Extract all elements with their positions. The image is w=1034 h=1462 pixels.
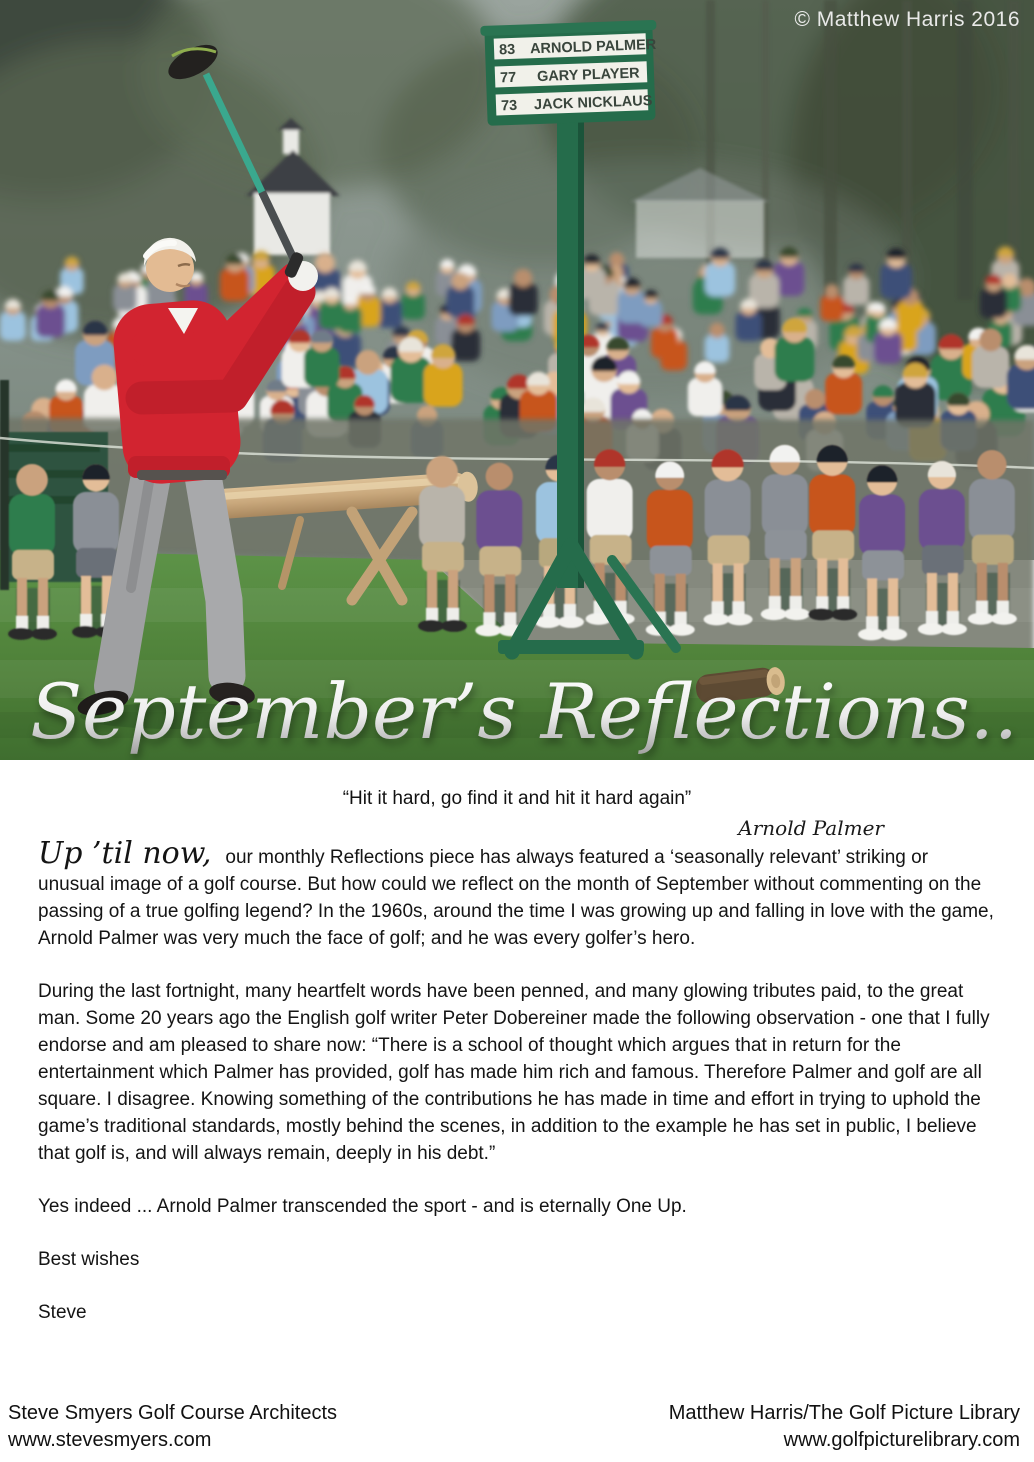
paragraph-3: Yes indeed ... Arnold Palmer transcended the sport - and is eternally One Up.: [38, 1196, 687, 1217]
photo-copyright: © Matthew Harris 2016: [794, 8, 1020, 31]
signature: Steve: [38, 1302, 87, 1323]
scoreboard: [480, 20, 659, 126]
footer-right-name: Matthew Harris/The Golf Picture Library: [668, 1402, 1020, 1424]
scoreboard-name-3: JACK NICKLAUS: [533, 93, 653, 114]
footer-right-url[interactable]: www.golfpicturelibrary.com: [783, 1429, 1020, 1451]
footer-left-url[interactable]: www.stevesmyers.com: [8, 1429, 212, 1451]
scoreboard-name-1: ARNOLD PALMER: [529, 36, 657, 58]
paragraph-1: [38, 836, 996, 952]
paragraph-1-text: our monthly Reflections piece has always featured a ‘seasonally relevant’ striking or unusual image of a golf course. But how could we reflect on the month of September without commenting on the passing of a true golfing legend? In the 1960s, around the time I was growing up and falling in love with the game, Arnold Palmer was very much the face of golf; and he was every golfer’s hero.: [38, 847, 994, 949]
scoreboard-score-3: 73: [500, 97, 518, 115]
footer-left-name: Steve Smyers Golf Course Architects: [8, 1402, 338, 1424]
scoreboard-score-2: 77: [499, 69, 517, 87]
footer-right: [669, 1400, 1020, 1454]
letter-body: [38, 836, 996, 1326]
footer-left: [8, 1400, 337, 1454]
paragraph-2: During the last fortnight, many heartfelt words have been penned, and many glowing tributes paid, to the great man. Some 20 years ago the English golf writer Peter Dobereiner made the following observation - one that I fully endorse and am pleased to share now: “There is a school of thought which argues that in return for the entertainment which Palmer has provided, golf has made him rich and famous. Therefore Palmer and golf are all square. I disagree. Knowing something of the contributions he has made in time and effort in trying to uphold the game’s traditional standards, mostly behind the scenes, in addition to the example he has set in public, I believe that golf is, and will always remain, deeply in his debt.”: [38, 981, 990, 1164]
footer: [0, 1400, 1034, 1454]
pull-quote: “Hit it hard, go find it and hit it hard again”: [342, 788, 692, 809]
letter-content: [0, 762, 1034, 1352]
closing-line: Best wishes: [38, 1249, 140, 1270]
quote-attribution: Arnold Palmer: [738, 816, 884, 840]
script-lead-in: Up ’til now,: [38, 836, 212, 871]
scoreboard-name-2: GARY PLAYER: [536, 65, 640, 86]
script-title: September’s Reflections..: [30, 667, 1018, 756]
scoreboard-score-1: 83: [498, 41, 516, 59]
